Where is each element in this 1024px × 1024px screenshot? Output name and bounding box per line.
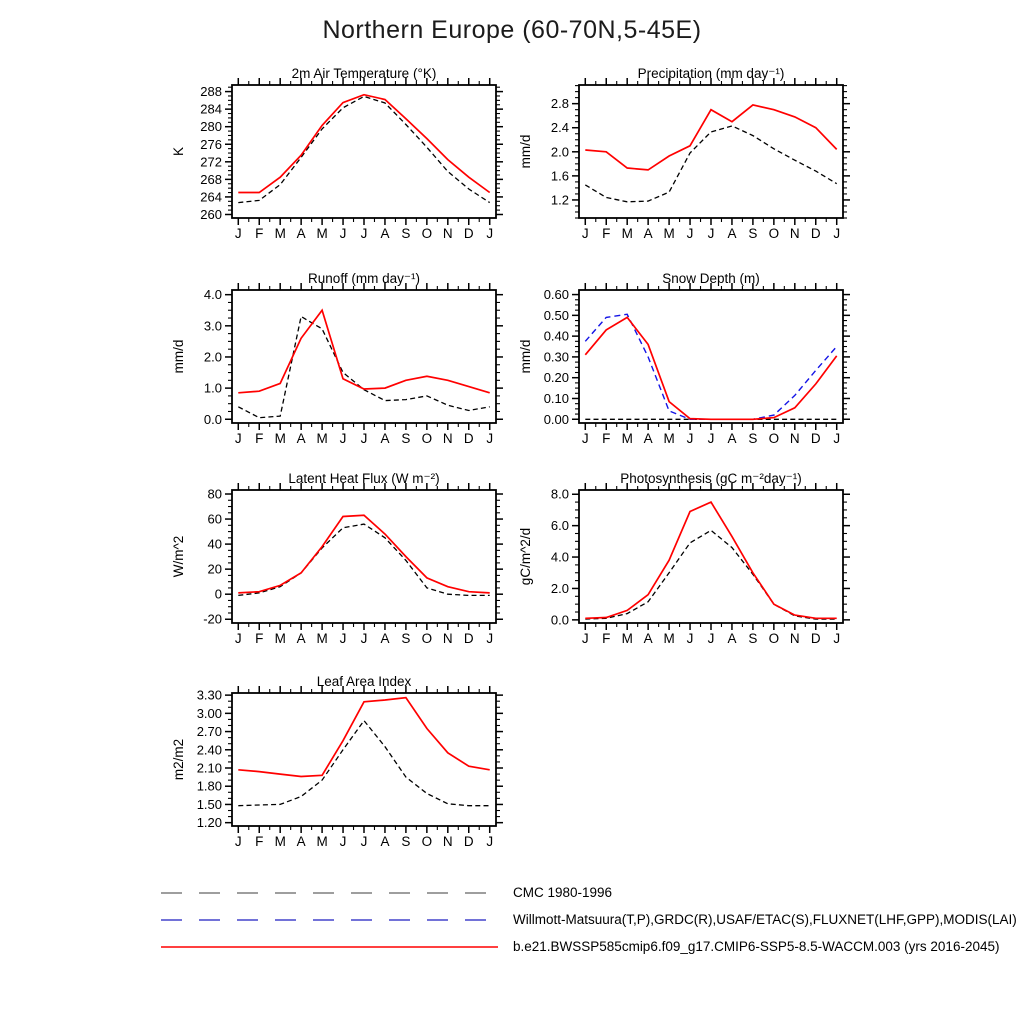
series-cmc-line — [238, 317, 489, 418]
y-axis-label: mm/d — [171, 339, 186, 374]
x-tick-label: J — [339, 631, 347, 646]
plot-frame — [232, 290, 496, 423]
x-tick-label: J — [339, 226, 347, 241]
y-tick-label: 0.0 — [550, 612, 569, 628]
x-tick-label: A — [727, 226, 737, 241]
x-tick-label: O — [421, 226, 433, 241]
y-tick-label: 284 — [200, 101, 222, 117]
x-tick-label: J — [339, 834, 347, 849]
axis-ticks — [572, 283, 850, 430]
x-tick-label: J — [686, 226, 694, 241]
y-tick-label: 20 — [207, 561, 222, 577]
chart-latent-heat-flux — [171, 471, 503, 646]
x-tick-label: M — [621, 631, 633, 646]
x-tick-label: J — [581, 226, 589, 241]
legend-line-sample-model — [160, 942, 500, 952]
x-tick-label: S — [748, 226, 758, 241]
x-tick-label: J — [486, 631, 494, 646]
x-tick-label: A — [727, 431, 737, 446]
legend-row-model — [160, 933, 1017, 960]
y-tick-label: 264 — [200, 189, 222, 205]
axis-ticks — [572, 483, 850, 630]
series-cmc-line — [585, 530, 836, 619]
series-model-line — [238, 698, 489, 777]
x-tick-label: M — [663, 431, 675, 446]
x-tick-label: J — [486, 431, 494, 446]
plot-frame — [232, 85, 496, 218]
x-tick-label: A — [643, 226, 653, 241]
series-cmc-line — [238, 96, 489, 202]
x-tick-label: J — [581, 631, 589, 646]
page-title: Northern Europe (60-70N,5-45E) — [322, 16, 702, 44]
chart-title: Runoff (mm day⁻¹) — [308, 271, 420, 286]
y-tick-label: 60 — [207, 511, 222, 527]
chart-leaf-area-index — [171, 674, 503, 849]
x-tick-label: O — [768, 631, 780, 646]
x-tick-label: J — [234, 226, 242, 241]
x-tick-label: M — [316, 226, 328, 241]
legend — [160, 879, 1017, 960]
x-tick-label: D — [463, 631, 474, 646]
y-tick-label: 0.60 — [543, 287, 569, 303]
y-tick-label: 3.30 — [196, 687, 222, 703]
y-tick-label: 80 — [207, 486, 222, 502]
y-tick-label: 0.20 — [543, 370, 569, 386]
y-tick-label: 268 — [200, 171, 222, 187]
x-tick-label: J — [707, 226, 715, 241]
series-model-line — [585, 502, 836, 618]
y-tick-label: 1.0 — [203, 380, 222, 396]
y-tick-label: 288 — [200, 84, 222, 100]
x-tick-label: A — [380, 834, 390, 849]
y-tick-label: 0.10 — [543, 390, 569, 406]
y-tick-label: 8.0 — [550, 486, 569, 502]
y-tick-label: 2.0 — [550, 144, 569, 160]
y-tick-label: 6.0 — [550, 518, 569, 534]
legend-label: b.e21.BWSSP585cmip6.f09_g17.CMIP6-SSP5-8.5-WACCM.003 (yrs 2016-2045) — [513, 939, 1000, 954]
chart-title: Photosynthesis (gC m⁻²day⁻¹) — [620, 471, 802, 486]
x-tick-label: S — [748, 431, 758, 446]
x-tick-label: J — [234, 431, 242, 446]
x-tick-label: M — [274, 226, 286, 241]
y-tick-label: 40 — [207, 536, 222, 552]
x-tick-label: J — [360, 226, 368, 241]
x-tick-label: D — [810, 631, 821, 646]
y-tick-label: 2.0 — [203, 349, 222, 365]
series-model-line — [585, 317, 836, 419]
x-tick-label: J — [486, 226, 494, 241]
x-tick-label: F — [255, 631, 264, 646]
x-tick-label: J — [686, 431, 694, 446]
y-tick-label: 2.40 — [196, 742, 222, 758]
x-tick-label: M — [274, 834, 286, 849]
x-tick-label: J — [234, 834, 242, 849]
series-model-line — [585, 105, 836, 170]
x-tick-label: N — [442, 226, 453, 241]
x-tick-label: F — [602, 226, 611, 241]
x-tick-label: F — [255, 834, 264, 849]
x-tick-label: M — [621, 431, 633, 446]
x-tick-label: D — [810, 431, 821, 446]
y-tick-label: 0.30 — [543, 349, 569, 365]
x-tick-label: M — [316, 431, 328, 446]
x-tick-label: J — [707, 431, 715, 446]
plot-frame — [579, 290, 843, 423]
x-tick-label: A — [296, 431, 306, 446]
legend-row-cmc — [160, 879, 1017, 906]
plot-frame — [579, 490, 843, 623]
chart-title: Leaf Area Index — [316, 674, 412, 689]
y-tick-label: 280 — [200, 119, 222, 135]
y-tick-label: 272 — [200, 154, 222, 170]
y-tick-label: 3.00 — [196, 705, 222, 721]
x-tick-label: F — [602, 631, 611, 646]
x-tick-label: J — [360, 431, 368, 446]
x-tick-label: F — [255, 431, 264, 446]
y-tick-label: 4.0 — [550, 549, 569, 565]
x-tick-label: F — [255, 226, 264, 241]
x-tick-label: J — [234, 631, 242, 646]
x-tick-label: M — [316, 631, 328, 646]
plot-frame — [232, 490, 496, 623]
y-tick-label: 1.2 — [550, 192, 569, 208]
x-tick-label: N — [442, 631, 453, 646]
chart-runoff — [171, 271, 503, 446]
x-tick-label: J — [486, 834, 494, 849]
x-tick-label: A — [727, 631, 737, 646]
x-tick-label: J — [833, 226, 841, 241]
y-tick-label: -20 — [203, 611, 222, 627]
series-model-line — [238, 310, 489, 393]
x-tick-label: A — [380, 631, 390, 646]
x-tick-label: O — [421, 431, 433, 446]
y-tick-label: 2.4 — [550, 120, 569, 136]
series-cmc-line — [238, 524, 489, 595]
x-tick-label: A — [380, 431, 390, 446]
x-tick-label: A — [296, 834, 306, 849]
y-tick-label: 3.0 — [203, 318, 222, 334]
chart-precipitation — [518, 66, 850, 241]
chart-photosynthesis — [518, 471, 850, 646]
x-tick-label: S — [401, 631, 411, 646]
x-tick-label: D — [463, 431, 474, 446]
y-tick-label: 2.10 — [196, 760, 222, 776]
legend-line-sample-cmc — [160, 888, 500, 898]
x-tick-label: O — [421, 834, 433, 849]
x-tick-label: A — [643, 431, 653, 446]
legend-line-sample-obs — [160, 915, 500, 925]
plot-frame — [232, 693, 496, 826]
x-tick-label: J — [833, 631, 841, 646]
x-tick-label: A — [296, 226, 306, 241]
y-tick-label: 1.50 — [196, 796, 222, 812]
x-tick-label: A — [296, 631, 306, 646]
x-tick-label: S — [401, 226, 411, 241]
y-tick-label: 0.40 — [543, 328, 569, 344]
x-tick-label: F — [602, 431, 611, 446]
x-tick-label: J — [360, 834, 368, 849]
y-tick-label: 2.8 — [550, 96, 569, 112]
x-tick-label: M — [663, 631, 675, 646]
legend-row-obs — [160, 906, 1017, 933]
x-tick-label: J — [707, 631, 715, 646]
y-tick-label: 1.6 — [550, 168, 569, 184]
chart-snow-depth — [518, 271, 850, 446]
x-tick-label: S — [401, 431, 411, 446]
y-tick-label: 1.80 — [196, 778, 222, 794]
x-tick-label: M — [274, 631, 286, 646]
x-tick-label: J — [339, 431, 347, 446]
x-tick-label: J — [581, 431, 589, 446]
y-axis-label: gC/m^2/d — [518, 527, 533, 586]
x-tick-label: D — [810, 226, 821, 241]
x-tick-label: O — [768, 226, 780, 241]
axis-ticks — [225, 78, 503, 225]
x-tick-label: S — [748, 631, 758, 646]
x-tick-label: M — [316, 834, 328, 849]
x-tick-label: N — [442, 834, 453, 849]
chart-title: 2m Air Temperature (°K) — [291, 66, 437, 81]
x-tick-label: M — [274, 431, 286, 446]
x-tick-label: M — [621, 226, 633, 241]
x-tick-label: N — [789, 431, 800, 446]
series-cmc-line — [238, 721, 489, 806]
x-tick-label: N — [442, 431, 453, 446]
series-model-line — [238, 515, 489, 593]
y-tick-label: 0.0 — [203, 411, 222, 427]
x-tick-label: A — [380, 226, 390, 241]
y-tick-label: 0 — [214, 586, 222, 602]
y-axis-label: mm/d — [518, 134, 533, 169]
axis-ticks — [225, 686, 503, 833]
axis-ticks — [225, 483, 503, 630]
x-tick-label: J — [833, 431, 841, 446]
x-tick-label: N — [789, 631, 800, 646]
x-tick-label: J — [360, 631, 368, 646]
y-tick-label: 1.20 — [196, 815, 222, 831]
y-tick-label: 2.70 — [196, 724, 222, 740]
y-tick-label: 4.0 — [203, 287, 222, 303]
series-model-line — [238, 95, 489, 193]
x-tick-label: J — [686, 631, 694, 646]
legend-label: CMC 1980-1996 — [513, 885, 613, 900]
y-axis-label: W/m^2 — [171, 535, 186, 578]
x-tick-label: D — [463, 226, 474, 241]
y-axis-label: K — [171, 146, 186, 157]
chart-title: Precipitation (mm day⁻¹) — [637, 66, 785, 81]
y-tick-label: 0.50 — [543, 307, 569, 323]
chart-title: Latent Heat Flux (W m⁻²) — [288, 471, 440, 486]
x-tick-label: A — [643, 631, 653, 646]
x-tick-label: O — [421, 631, 433, 646]
y-tick-label: 276 — [200, 136, 222, 152]
x-tick-label: O — [768, 431, 780, 446]
x-tick-label: M — [663, 226, 675, 241]
y-tick-label: 260 — [200, 206, 222, 222]
x-tick-label: D — [463, 834, 474, 849]
legend-label: Willmott-Matsuura(T,P),GRDC(R),USAF/ETAC(S),FLUXNET(LHF,GPP),MODIS(LAI) — [513, 912, 1017, 927]
x-tick-label: N — [789, 226, 800, 241]
chart-title: Snow Depth (m) — [662, 271, 760, 286]
y-axis-label: mm/d — [518, 339, 533, 374]
axis-ticks — [572, 78, 850, 225]
y-tick-label: 0.00 — [543, 411, 569, 427]
y-tick-label: 2.0 — [550, 580, 569, 596]
y-axis-label: m2/m2 — [171, 738, 186, 781]
x-tick-label: S — [401, 834, 411, 849]
chart-air-temperature — [171, 66, 503, 241]
plot-frame — [579, 85, 843, 218]
